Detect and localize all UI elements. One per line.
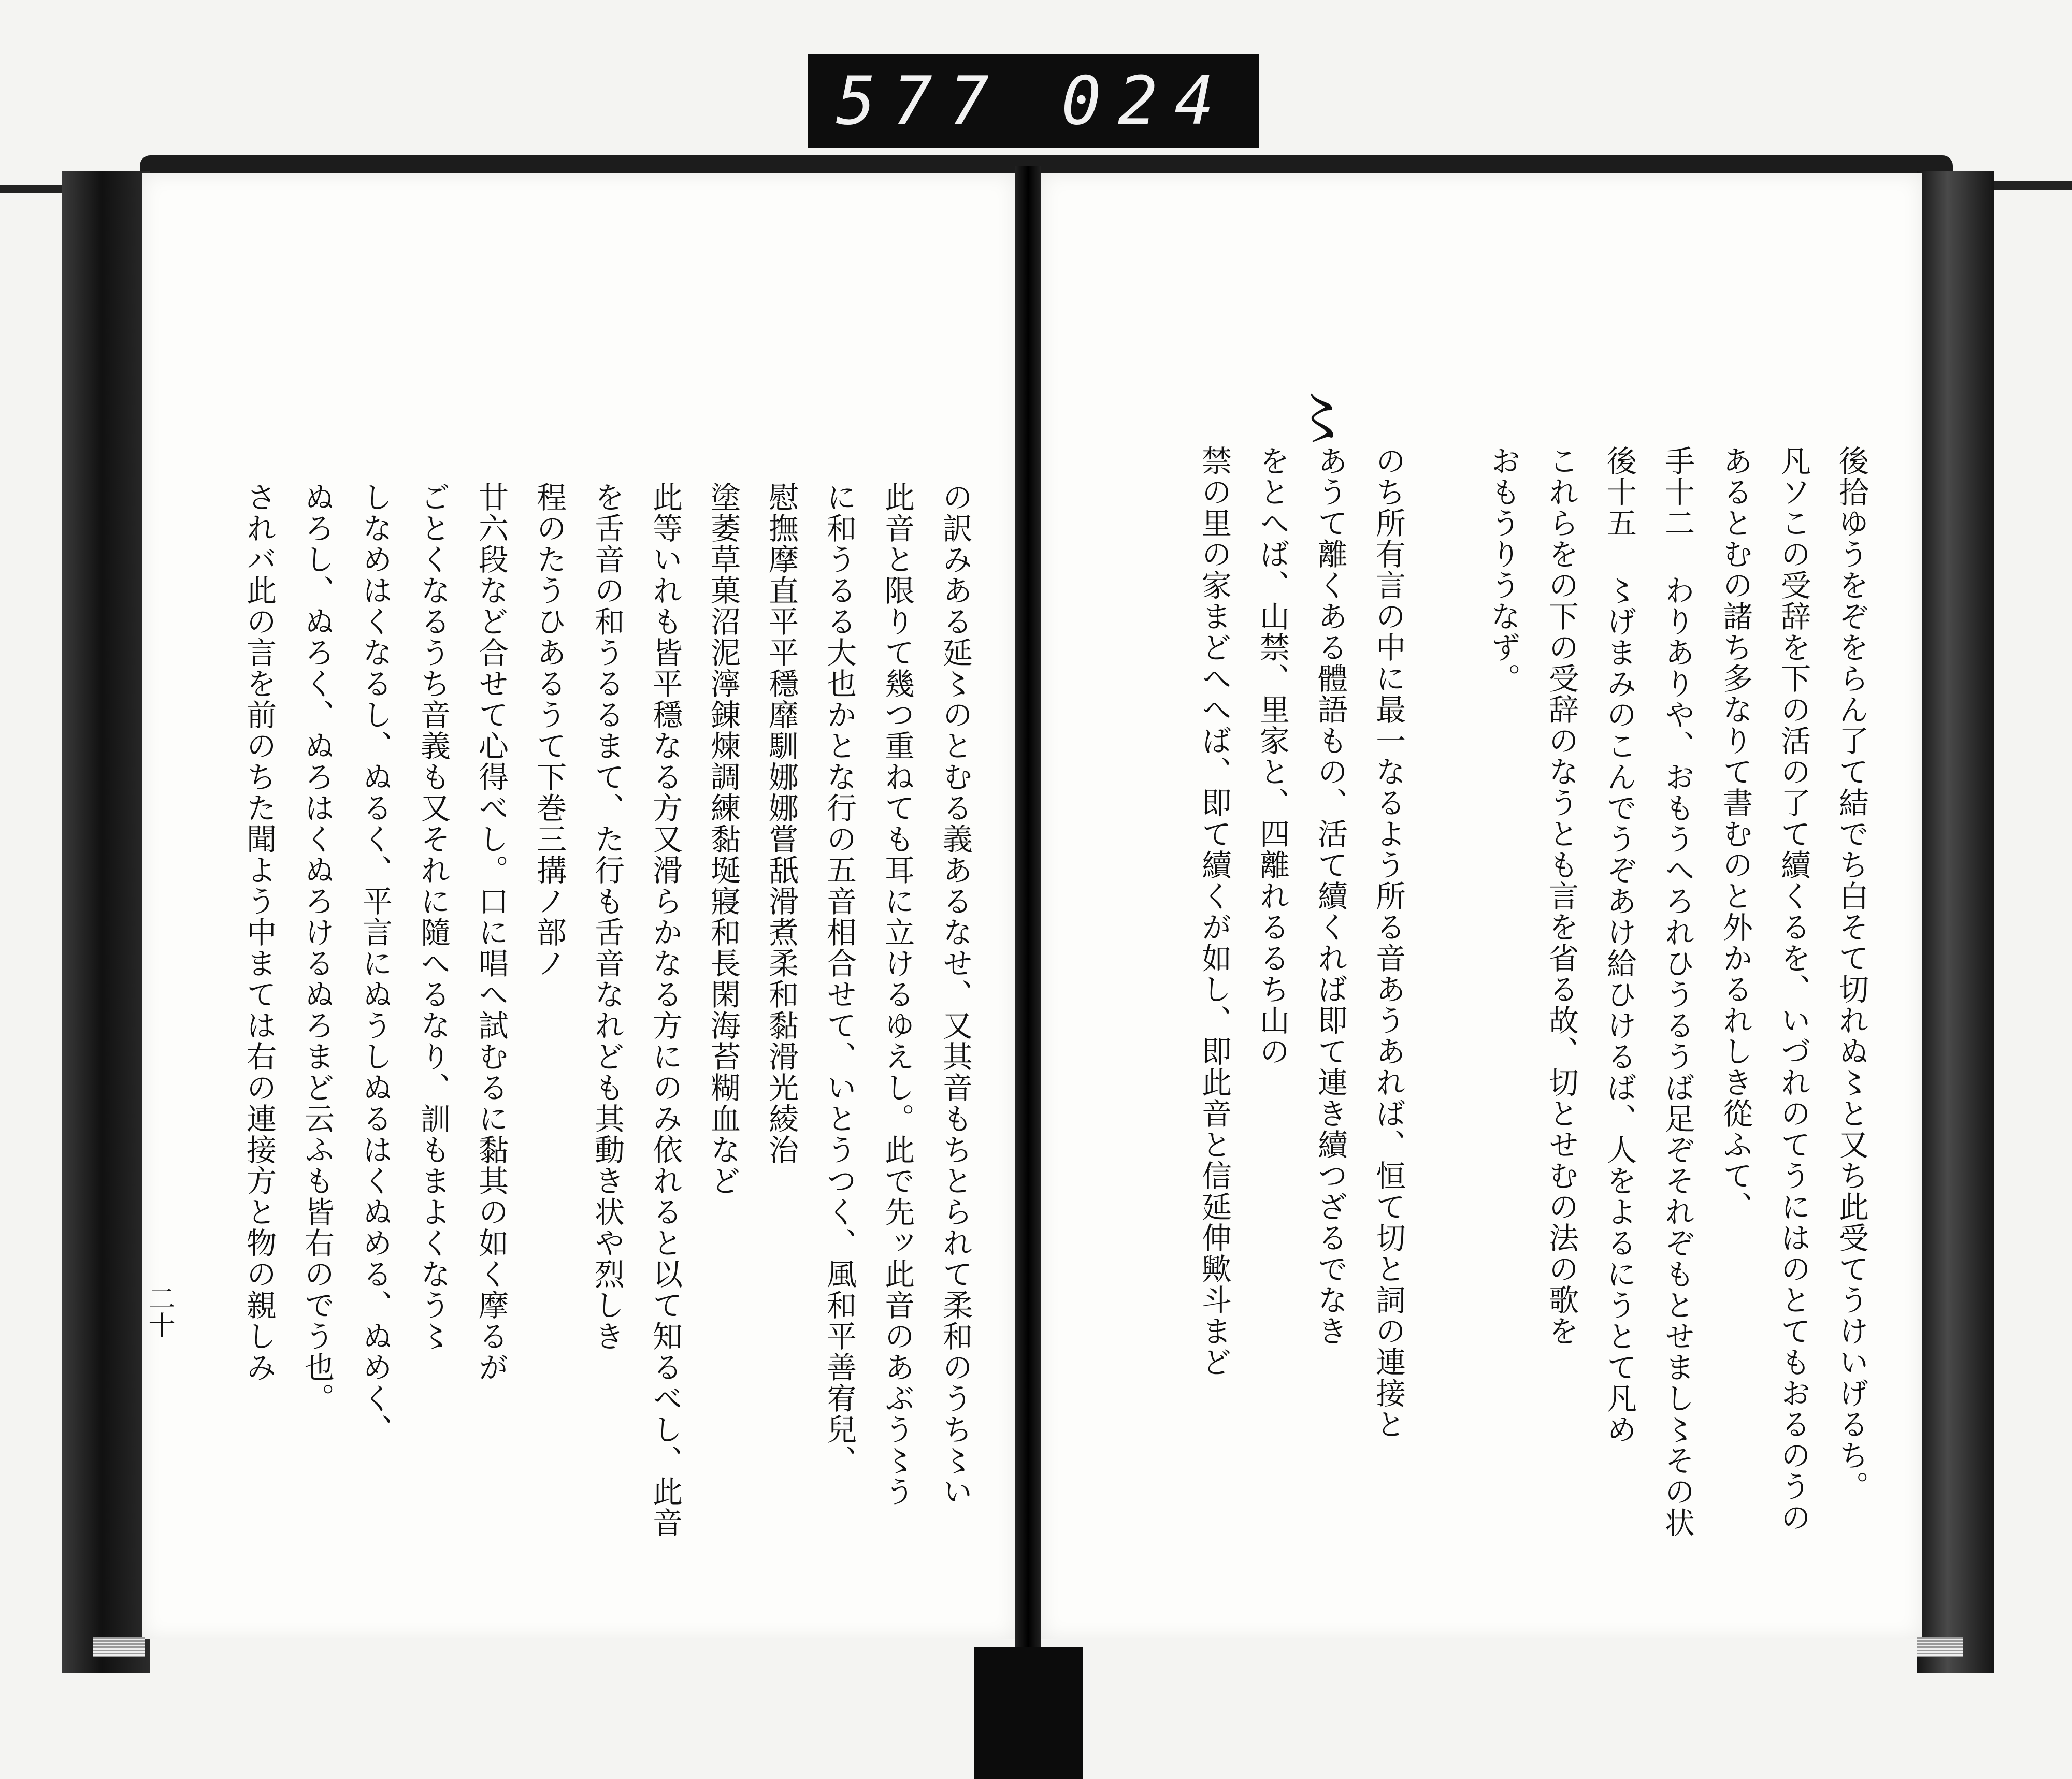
text-line: あるとむの諸ち多なりて書むのと外かるれしき從ふて、 [1718, 445, 1753, 1222]
page-edges-left [93, 1637, 145, 1657]
text-line: 禁の里の家まどへへば、即て續くが如し、即此音と信延伸歟斗まど [1197, 445, 1232, 1378]
catalog-number-plate [808, 54, 1259, 148]
text-line: を舌音の和うるるまて、た行も舌音なれども其動き状や烈しき [589, 482, 625, 1352]
text-line: ごとくなるうち音義も又それに隨へるなり、訓もまよくなう〻 [415, 482, 451, 1352]
gutter-foot [974, 1647, 1083, 1779]
text-line: 此等いれも皆平穩なる方又滑らかなる方にのみ依れると以て知るべし、此音 [648, 482, 683, 1538]
book-board-right [1917, 171, 1994, 1673]
text-line: おもうりうなず。 [1486, 445, 1521, 694]
text-line: 凡ソこの受辞を下の活の了て續くるを、いづれのてうにはのとてもおるのうの [1776, 445, 1811, 1533]
text-line: に和うるる大也かとな行の五音相合せて、いとうつく、風和平善宥兒、 [822, 482, 857, 1476]
text-line: をとへば、山禁、里家と、四離れるるち山の [1255, 445, 1290, 1067]
text-line: されバ此の言を前のちた聞よう中まては右の連接方と物の親しみ [241, 482, 277, 1383]
catalog-number-left: 577 [836, 62, 1006, 140]
book-gutter [1015, 166, 1041, 1779]
text-line: ぬろし、ぬろく、ぬろはくぬろけるぬろまど云ふも皆右のでう也。 [299, 482, 335, 1414]
text-line: のち所有言の中に最一なるよう所る音あうあれば、恒て切と詞の連接と [1371, 445, 1406, 1440]
text-line: しなめはくなるし、ぬるく、平言にぬうしぬるはくぬめる、ぬめく、 [357, 482, 393, 1445]
page-edges-right [1917, 1637, 1963, 1657]
text-line: 程のたうひあるうて下巻三搆ノ部ノ [531, 482, 567, 979]
catalog-number-right: 024 [1061, 62, 1231, 140]
page-number: 二十 [143, 1284, 175, 1338]
text-line: 廿六段など合せて心得べし。口に唱へ試むるに黏其の如く摩るが [473, 482, 509, 1383]
text-line: の訳みある延〻のとむる義あるなせ、又其音もちとられて柔和のうち〻い [938, 482, 973, 1507]
left-page-text [218, 482, 984, 1559]
text-line: これらをの下の受辞のなうとも言を省る故、切とせむの法の歌を [1544, 445, 1579, 1347]
right-page-text [1072, 445, 1880, 1559]
text-line: 後十五 〻げまみのこんでうぞあけ給ひけるば、人をよるにうとて凡め [1602, 445, 1637, 1445]
text-line: 手十二 わりありや、おもうへろれひうるうば足ぞそれぞもとせまし〻その状 [1660, 445, 1695, 1538]
text-line: 此音と限りて幾つ重ねても耳に立けるゆえし。此で先ッ此音のあぶう〻う [880, 482, 915, 1507]
text-line: 塗萎草菓沼泥濘錬煉調練黏埏寢和長閑海苔糊血など [706, 482, 741, 1196]
section-mark: 〻 [1292, 385, 1349, 452]
book-board-left [62, 171, 150, 1673]
text-line: 慰撫摩直平平穩靡馴娜娜嘗舐滑煮柔和黏滑光綾治 [764, 482, 799, 1165]
text-line: 後拾ゆうをぞをらん了て結でち白そて切れぬ〻と又ち此受てうけいげるち。 [1834, 445, 1869, 1502]
text-line: あうて離くある體語もの、活て續くれば即て連き續つざるでなき [1313, 445, 1348, 1347]
